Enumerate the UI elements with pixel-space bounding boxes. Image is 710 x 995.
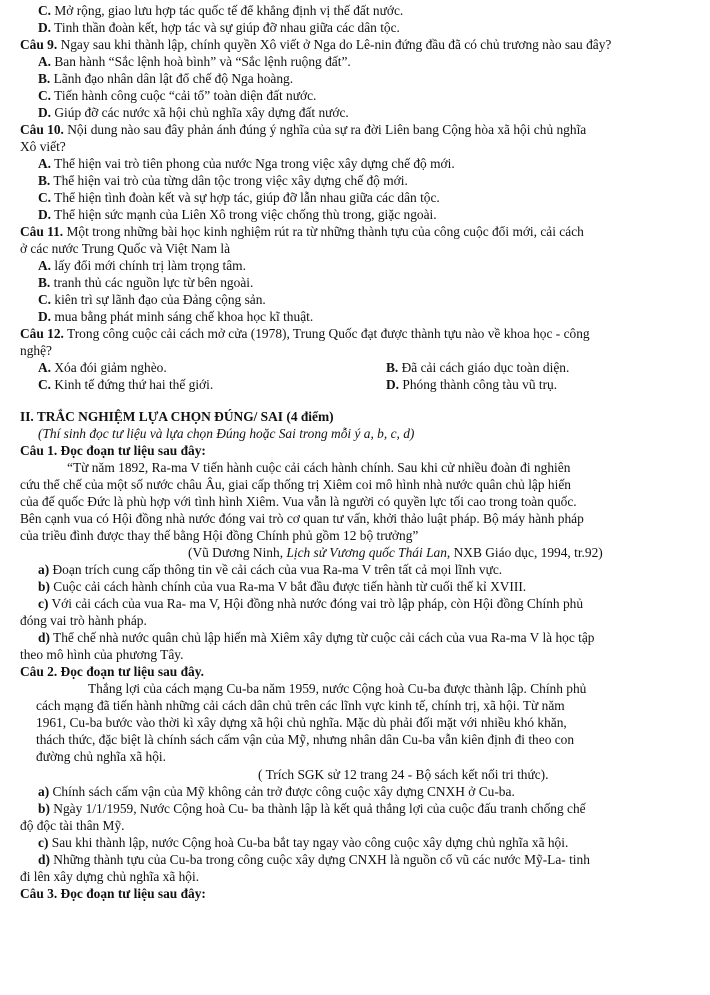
- q12-option-d: D. Phóng thành công tàu vũ trụ.: [386, 377, 558, 392]
- tf-q2-passage-line: Thắng lợi của cách mạng Cu-ba năm 1959, nước Cộng hoà Cu-ba được thành lập. Chính phủ: [88, 681, 587, 696]
- tf-q1-statement-a: a) Đoạn trích cung cấp thông tin về cải cách của vua Ra-ma V trên tất cả mọi lĩnh vực.: [38, 562, 503, 577]
- q10-stem-cont: Xô viết?: [20, 139, 66, 154]
- q9-stem: Câu 9. Ngay sau khi thành lập, chính quyền Xô viết ở Nga do Lê-nin đứng đầu đã có chủ trương nào sau đây?: [20, 37, 612, 52]
- tf-q2-heading: Câu 2. Đọc đoạn tư liệu sau đây.: [20, 664, 205, 679]
- tf-q1-passage-line: của triều đình được thay thế bằng Hội đồng Chính phủ gồm 12 bộ trưởng”: [20, 528, 419, 543]
- q11-stem: Câu 11. Một trong những bài học kinh nghiệm rút ra từ những thành tựu của công cuộc đổi mới, cải cách: [20, 224, 584, 239]
- q9-option-c: C. Tiến hành công cuộc “cải tổ” toàn diện đất nước.: [38, 88, 317, 103]
- tf-q1-source: (Vũ Dương Ninh, Lịch sử Vương quốc Thái Lan, NXB Giáo dục, 1994, tr.92): [188, 545, 603, 560]
- tf-q1-statement-d: d) Thể chế nhà nước quân chủ lập hiến mà Xiêm xây dựng từ cuộc cải cách của vua Ra-ma V là học tập: [38, 630, 595, 645]
- q10-option-c: C. Thể hiện tình đoàn kết và sự hợp tác, giúp đỡ lẫn nhau giữa các dân tộc.: [38, 190, 440, 205]
- q8-option-d: D. Tinh thần đoàn kết, hợp tác và sự giúp đỡ nhau giữa các dân tộc.: [38, 20, 400, 35]
- q10-option-a: A. Thể hiện vai trò tiên phong của nước Nga trong việc xây dựng chế độ mới.: [38, 156, 455, 171]
- q9-option-b: B. Lãnh đạo nhân dân lật đổ chế độ Nga hoàng.: [38, 71, 294, 86]
- tf-q1-heading: Câu 1. Đọc đoạn tư liệu sau đây:: [20, 443, 206, 458]
- q10-option-b: B. Thể hiện vai trò của từng dân tộc trong việc xây dựng chế độ mới.: [38, 173, 408, 188]
- tf-q2-statement-d-cont: đi lên xây dựng chủ nghĩa xã hội.: [20, 869, 200, 884]
- q11-option-a: A. lấy đổi mới chính trị làm trọng tâm.: [38, 258, 246, 273]
- tf-q1-passage-line: “Từ năm 1892, Ra-ma V tiến hành cuộc cải cách hành chính. Sau khi cử nhiều đoàn đi nghiên: [67, 460, 571, 475]
- tf-q2-statement-a: a) Chính sách cấm vận của Mỹ không cản trở được công cuộc xây dựng CNXH ở Cu-ba.: [38, 784, 515, 799]
- q12-option-c: C. Kinh tế đứng thứ hai thế giới.: [38, 377, 214, 392]
- q10-option-d: D. Thể hiện sức mạnh của Liên Xô trong việc chống thù trong, giặc ngoài.: [38, 207, 437, 222]
- q9-option-d: D. Giúp đỡ các nước xã hội chủ nghĩa xây dựng đất nước.: [38, 105, 349, 120]
- q8-option-c: C. Mở rộng, giao lưu hợp tác quốc tế để khẳng định vị thế đất nước.: [38, 3, 404, 18]
- q12-stem: Câu 12. Trong công cuộc cải cách mở cửa (1978), Trung Quốc đạt được thành tựu nào về khoa học - công: [20, 326, 590, 341]
- tf-q2-passage-line: cách mạng đã tiến hành những cải cách dân chủ trên các lĩnh vực kinh tế, chính trị, xã hội. Từ năm: [36, 698, 565, 713]
- tf-q2-statement-c: c) Sau khi thành lập, nước Cộng hoà Cu-ba bắt tay ngay vào công cuộc xây dựng chủ nghĩa xã hội.: [38, 835, 569, 850]
- tf-q2-source: ( Trích SGK sử 12 trang 24 - Bộ sách kết nối tri thức).: [258, 767, 549, 782]
- tf-q2-statement-b-cont: độ độc tài thân Mỹ.: [20, 818, 125, 833]
- tf-q2-statement-d: d) Những thành tựu của Cu-ba trong công cuộc xây dựng CNXH là nguồn cổ vũ các nước Mỹ-La- tinh: [38, 852, 590, 867]
- tf-q2-passage-line: 1961, Cu-ba bước vào thời kì xây dựng xã hội chủ nghĩa. Mặc dù phải đối mặt với nhiều khó khăn,: [36, 715, 567, 730]
- q11-option-d: D. mua bằng phát minh sáng chế khoa học kĩ thuật.: [38, 309, 314, 324]
- q10-stem: Câu 10. Nội dung nào sau đây phản ánh đúng ý nghĩa của sự ra đời Liên bang Cộng hòa xã hội chủ nghĩa: [20, 122, 587, 137]
- tf-q2-passage-line: đường chủ nghĩa xã hội.: [36, 749, 166, 764]
- q12-option-a: A. Xóa đói giảm nghèo.: [38, 360, 167, 375]
- section-2-instruction: (Thí sinh đọc tư liệu và lựa chọn Đúng hoặc Sai trong mỗi ý a, b, c, d): [38, 426, 415, 441]
- q11-option-b: B. tranh thủ các nguồn lực từ bên ngoài.: [38, 275, 254, 290]
- tf-q2-statement-b: b) Ngày 1/1/1959, Nước Cộng hoà Cu- ba thành lập là kết quả thắng lợi của cuộc đấu tranh chống chế: [38, 801, 586, 816]
- tf-q2-passage-line: thách thức, đặc biệt là chính sách cấm vận của Mỹ, nhưng nhân dân Cu-ba vẫn kiên định đi theo con: [36, 732, 575, 747]
- tf-q1-passage-line: Bên cạnh vua có Hội đồng nhà nước đóng vai trò cơ quan tư vấn, khởi thảo luật pháp. Bộ máy hành pháp: [20, 511, 584, 526]
- tf-q1-statement-d-cont: theo mô hình của phương Tây.: [20, 647, 184, 662]
- tf-q1-statement-c: c) Với cải cách của vua Ra- ma V, Hội đồng nhà nước đóng vai trò lập pháp, còn Hội đồng Chính phủ: [38, 596, 584, 611]
- tf-q1-statement-b: b) Cuộc cải cách hành chính của vua Ra-ma V bắt đầu được tiến hành từ cuối thế kỉ XVIII.: [38, 579, 527, 594]
- q9-option-a: A. Ban hành “Sắc lệnh hoà bình” và “Sắc lệnh ruộng đất”.: [38, 54, 351, 69]
- section-2-title: II. TRẮC NGHIỆM LỰA CHỌN ĐÚNG/ SAI (4 điểm): [20, 409, 334, 424]
- q12-stem-cont: nghệ?: [20, 343, 52, 358]
- q11-option-c: C. kiên trì sự lãnh đạo của Đảng cộng sản.: [38, 292, 266, 307]
- q11-stem-cont: ở các nước Trung Quốc và Việt Nam là: [20, 241, 231, 256]
- tf-q1-statement-c-cont: đóng vai trò hành pháp.: [20, 613, 147, 628]
- q12-option-b: B. Đã cải cách giáo dục toàn diện.: [386, 360, 570, 375]
- tf-q1-passage-line: của đế quốc Đức là phù hợp với tình hình Xiêm. Vua vẫn là người có quyền lực tối cao trong toàn quốc.: [20, 494, 577, 509]
- tf-q1-passage-line: cứu thể chế của một số nước châu Âu, giai cấp thống trị Xiêm coi mô hình nhà nước quân chủ lập hiến: [20, 477, 571, 492]
- tf-q3-heading: Câu 3. Đọc đoạn tư liệu sau đây:: [20, 886, 206, 901]
